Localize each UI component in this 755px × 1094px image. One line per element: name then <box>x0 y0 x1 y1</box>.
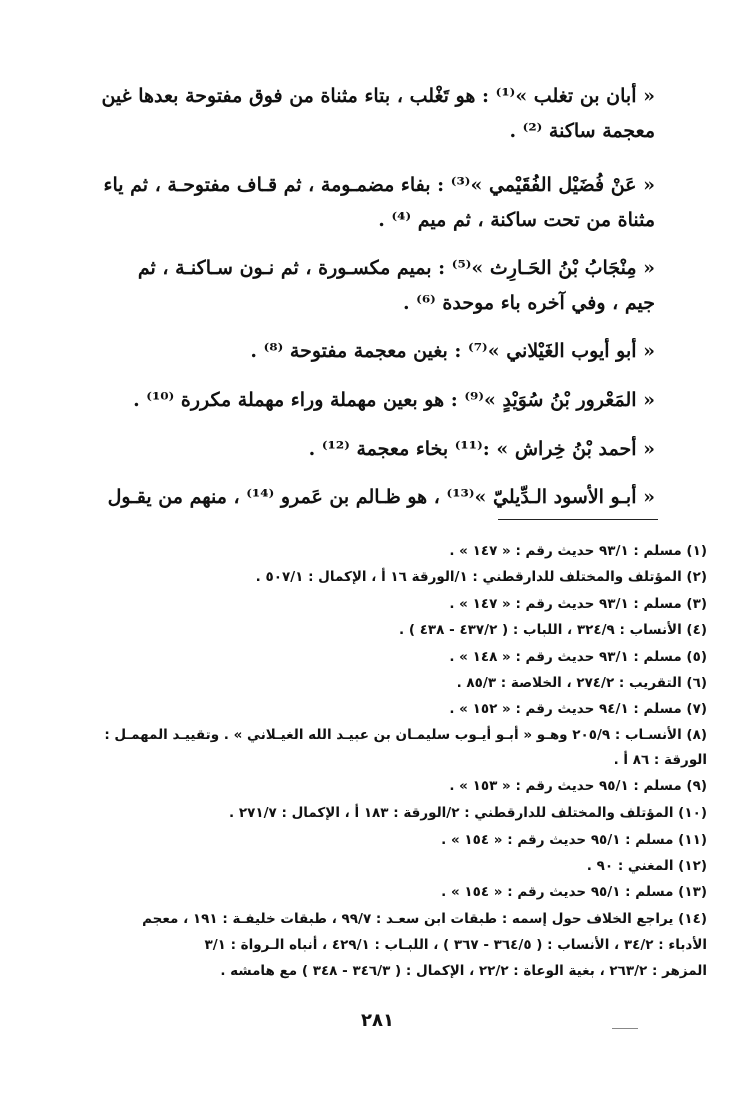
footnote-line: (١٤) يراجع الخلاف حول إسمه : طبقات ابن سعـد : ٩٩/٧ ، طبقات خليفـة : ١٩١ ، معجم <box>142 911 707 927</box>
footnote-line: (١٠) المؤتلف والمختلف للدارقطني : ٢/الورقة : ١٨٣ أ ، الإكمال : ٢٧١/٧ . <box>229 805 707 821</box>
footnote-line: (٤) الأنساب : ٣٢٤/٩ ، اللباب : ( ٤٣٧/٢ - ٤٣٨ ) . <box>398 622 707 638</box>
main-text-line: جيم ، وفي آخره باء موحدة ⁽⁶⁾ . <box>402 292 655 314</box>
main-text-line: معجمة ساكنة ⁽²⁾ . <box>509 120 655 142</box>
footnote-line: (٦) التقريب : ٢٧٤/٢ ، الخلاصة : ٨٥/٣ . <box>456 675 707 691</box>
footnote-line: (١) مسلم : ٩٣/١ حديث رقم : « ١٤٧ » . <box>449 543 707 559</box>
main-text-line: « أبان بن تغلب »⁽¹⁾ : هو تَغْلب ، بتاء مثناة من فوق مفتوحة بعدها غين <box>101 85 655 107</box>
footnote-line: (١٣) مسلم : ٩٥/١ حديث رقم : « ١٥٤ » . <box>441 884 707 900</box>
footnote-line: الورقة : ٨٦ أ . <box>613 752 707 768</box>
footnote-line: (٩) مسلم : ٩٥/١ حديث رقم : « ١٥٣ » . <box>449 778 707 794</box>
main-text-line: « مِنْجَابُ بْنُ الحَـارِث »⁽⁵⁾ : بميم مكسـورة ، ثم نـون سـاكنـة ، ثم <box>137 257 655 279</box>
scan-mark <box>612 1028 638 1029</box>
footnote-divider <box>498 519 658 520</box>
footnote-line: (٢) المؤتلف والمختلف للدارقطني : ١/الورقة ١٦ أ ، الإكمال : ٥٠٧/١ . <box>255 569 707 585</box>
footnote-line: (٨) الأنسـاب : ٢٠٥/٩ وهـو « أبـو أيـوب سليمـان بن عبيـد الله الغيـلاني » . وتقييـد المهمـل : <box>104 727 707 743</box>
main-text-line: « أبو أيوب الغَيْلاني »⁽⁷⁾ : بغين معجمة مفتوحة ⁽⁸⁾ . <box>250 340 655 362</box>
main-text-line: « المَعْرور بْنُ سُوَيْدٍ »⁽⁹⁾ : هو بعين مهملة وراء مهملة مكررة ⁽¹⁰⁾ . <box>133 389 655 411</box>
footnote-line: الأدباء : ٣٤/٢ ، الأنساب : ( ٣٦٤/٥ - ٣٦٧ ) ، اللبـاب : ٤٢٩/١ ، أنباه الـرواة : ٣/١ <box>204 937 707 953</box>
footnote-line: (٣) مسلم : ٩٣/١ حديث رقم : « ١٤٧ » . <box>449 596 707 612</box>
footnote-line: (٧) مسلم : ٩٤/١ حديث رقم : « ١٥٢ » . <box>449 701 707 717</box>
footnote-line: المزهر : ٢٦٣/٢ ، بغية الوعاة : ٢٢/٢ ، الإكمال : ( ٣٤٦/٣ - ٣٤٨ ) مع هامشه . <box>220 963 707 979</box>
main-text-line: « أحمد بْنُ خِراش » :⁽¹¹⁾ بخاء معجمة ⁽¹²⁾ . <box>308 438 655 460</box>
main-text-line: مثناة من تحت ساكنة ، ثم ميم ⁽⁴⁾ . <box>378 209 655 231</box>
page-number: ٢٨١ <box>361 1010 394 1031</box>
main-text-line: « أبـو الأسود الـدِّيليّ »⁽¹³⁾ ، هو ظـالم بن عَمرو ⁽¹⁴⁾ ، منهم من يقـول <box>107 486 655 508</box>
main-text-line: « عَنْ فُضَيْل الفُقَيْمي »⁽³⁾ : بفاء مضمـومة ، ثم قـاف مفتوحـة ، ثم ياء <box>103 174 655 196</box>
footnote-line: (٥) مسلم : ٩٣/١ حديث رقم : « ١٤٨ » . <box>449 649 707 665</box>
footnote-line: (١١) مسلم : ٩٥/١ حديث رقم : « ١٥٤ » . <box>441 832 707 848</box>
footnote-line: (١٢) المغني : ٩٠ . <box>586 858 707 874</box>
